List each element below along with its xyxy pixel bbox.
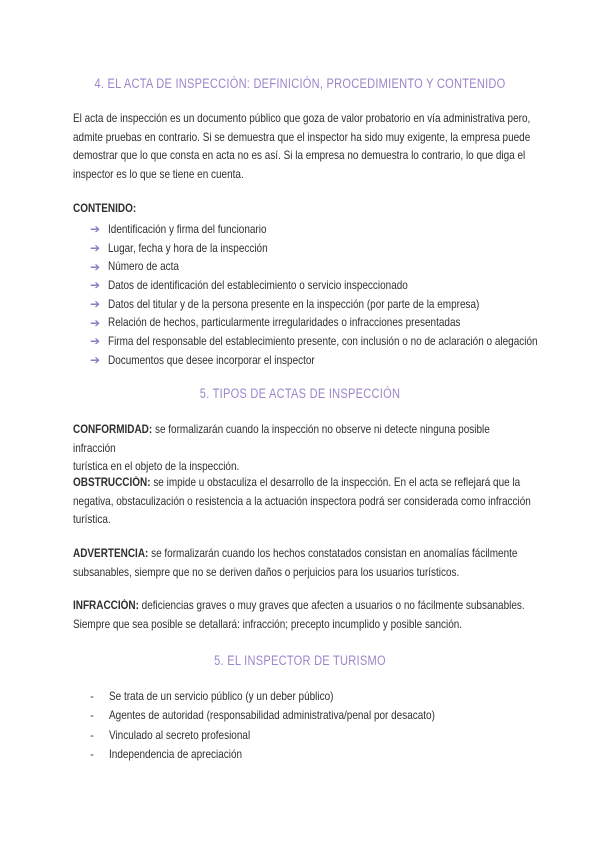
contenido-label: CONTENIDO: [73, 202, 137, 215]
right-arrow-icon: ➔ [90, 334, 101, 349]
dash-icon: - [90, 728, 94, 742]
section-4-intro [73, 110, 533, 184]
type-label: INFRACCIÓN: [73, 599, 139, 612]
list-item: - Vinculado al secreto profesional [90, 728, 251, 742]
section-inspector-heading: 5. EL INSPECTOR DE TURISMO [214, 653, 386, 668]
type-label: OBSTRUCCIÓN: [73, 476, 151, 489]
dash-icon: - [90, 748, 94, 762]
right-arrow-icon: ➔ [90, 259, 101, 274]
contenido-list [90, 220, 600, 370]
type-text: subsanables, siempre que no se deriven daños o perjuicios para los usuarios turísticos. [73, 565, 460, 579]
list-item: - Se trata de un servicio público (y un deber público) [90, 690, 334, 704]
type-text: Siempre que sea posible se detallará: infracción; precepto incumplido y posible sanción. [73, 617, 463, 631]
type-text: turística en el objeto de la inspección. [73, 460, 240, 474]
list-item: ➔ Datos del titular y de la persona presente en la inspección (por parte de la empresa) [90, 297, 480, 312]
section-5-heading: 5. TIPOS DE ACTAS DE INSPECCIÓN [199, 386, 401, 401]
list-item: ➔ Número de acta [90, 259, 179, 274]
right-arrow-icon: ➔ [90, 222, 101, 237]
intro-line: demostrar que lo que consta en acta no es así. Si la empresa no demuestra lo contrario, lo que diga el [73, 149, 526, 163]
dash-icon: - [90, 709, 94, 723]
type-text: se formalizarán cuando los hechos constatados consistan en anomalías fácilmente [148, 547, 518, 560]
right-arrow-icon: ➔ [90, 297, 101, 312]
list-item: - Independencia de apreciación [90, 748, 243, 762]
type-text: se impide u obstaculiza el desarrollo de la inspección. En el acta se reflejará que la [150, 476, 521, 489]
type-infraccion [73, 597, 533, 634]
list-item: - Agentes de autoridad (responsabilidad administrativa/penal por desacato) [90, 709, 435, 723]
right-arrow-icon: ➔ [90, 241, 101, 256]
type-text: deficiencias graves o muy graves que afecten a usuarios o no fácilmente subsanables. [138, 599, 525, 612]
type-text: negativa, obstaculización o resistencia a la actuación inspectora podrá ser considerada como infracción [73, 494, 531, 508]
intro-line: inspector es lo que se tiene en cuenta. [73, 167, 244, 181]
dash-icon: - [90, 690, 94, 704]
list-item: ➔ Documentos que desee incorporar el inspector [90, 353, 315, 368]
right-arrow-icon: ➔ [90, 315, 101, 330]
section-4-heading: 4. EL ACTA DE INSPECCIÓN: DEFINICIÓN, PROCEDIMIENTO Y CONTENIDO [94, 76, 506, 91]
list-item: ➔ Datos de identificación del establecimiento o servicio inspeccionado [90, 278, 408, 293]
right-arrow-icon: ➔ [90, 278, 101, 293]
intro-line: El acta de inspección es un documento público que goza de valor probatorio en vía administrativa pero, [73, 112, 531, 125]
type-advertencia [73, 545, 533, 582]
intro-line: admite pruebas en contrario. Si se demuestra que el inspector ha sido muy exigente, la empresa puede [73, 130, 531, 144]
type-text: turística. [73, 513, 111, 527]
list-item: ➔ Firma del responsable del establecimiento presente, con inclusión o no de aclaración o alegación [90, 334, 538, 349]
list-item: ➔ Relación de hechos, particularmente irregularidades o infracciones presentadas [90, 315, 461, 330]
type-obstruccion [73, 474, 533, 530]
right-arrow-icon: ➔ [90, 353, 101, 368]
list-item: ➔ Lugar, fecha y hora de la inspección [90, 241, 268, 256]
list-item: ➔ Identificación y firma del funcionario [90, 222, 267, 237]
type-conformidad [73, 421, 533, 477]
type-text: se formalizarán cuando la inspección no observe ni detecte ninguna posible infracción [73, 423, 490, 455]
type-label: CONFORMIDAD: [73, 423, 153, 436]
inspector-list [90, 687, 488, 764]
type-label: ADVERTENCIA: [73, 547, 149, 560]
